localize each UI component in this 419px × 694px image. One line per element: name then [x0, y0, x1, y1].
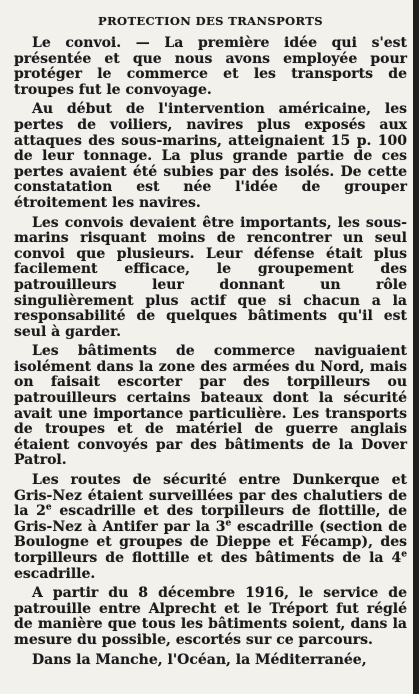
convoy-lead-title: Le convoi. —	[32, 35, 150, 51]
security-routes-text-a: Les routes de sécurité entre Dunkerque et Gris-Nez étaient surveillées par des chalutiers de la 2	[14, 472, 407, 520]
paragraph-december-1916	[14, 586, 407, 648]
cut-off-text: Dans la Manche, l'Océan, la Méditerranée,	[32, 651, 367, 668]
security-routes-text-b: escadrille et des torpilleurs de flottille, de Gris-Nez à Antifer par la 3	[14, 503, 407, 535]
december-1916-text: A partir du 8 décembre 1916, le service de patrouille entre Alprecht et le Tréport fut réglé de manière que tous les bâtiments soient, dans la mesure du possible, escortés sur ce parcours.	[14, 585, 407, 648]
convoy-body-text: La première idée qui s'est présentée et que nous avons employée pour protéger le commerce et les transports de troupes fut le convoyage.	[14, 35, 407, 98]
paragraph-convoy	[14, 36, 407, 98]
security-routes-text-d: escadrille.	[14, 565, 96, 582]
paragraph-convoy-size	[14, 216, 407, 341]
superscript-c: e	[401, 549, 407, 560]
paragraph-american-intervention	[14, 102, 407, 211]
paragraph-security-routes	[14, 473, 407, 582]
convoy-size-text: Les convois devaient être importants, les sous-marins risquant moins de rencontrer un seul convoi que plusieurs. Leur défense était plus facilement efficace, le groupement des patrouilleurs leur donnant un rôle singulièrement plus actif que si chacun a la responsabilité de quelques bâtiments qu'il est seul à garder.	[14, 214, 407, 340]
american-intervention-text: Au début de l'intervention américaine, les pertes de voiliers, navires plus exposés aux attaques des sous-marins, atteignaient 15 p. 100 de leur tonnage. La plus grande partie de ces pertes avaient été subies par des isolés. De cette constatation est née l'idée de grouper étroitement les navires.	[14, 101, 407, 211]
superscript-b: e	[225, 518, 232, 529]
scan-edge-shadow	[413, 0, 419, 694]
security-routes-text-c: escadrille (section de Boulogne et groupes de Dieppe et Fécamp), des torpilleurs de flottille et des bâtiments de la 4	[14, 518, 407, 566]
paragraph-cut-off	[14, 653, 407, 669]
commerce-ships-text: Les bâtiments de commerce naviguaient isolément dans la zone des armées du Nord, mais on faisait escorter par des torpilleurs ou patrouilleurs certains bateaux dont la sécurité avait une importance particulière. Les transports de troupes et de matériel de guerre anglais étaient convoyés par des bâtiments de la Dover Patrol.	[14, 343, 407, 469]
paragraph-commerce-ships	[14, 344, 407, 469]
article-heading: PROTECTION DES TRANSPORTS	[98, 14, 323, 28]
superscript-a: e	[45, 502, 52, 513]
